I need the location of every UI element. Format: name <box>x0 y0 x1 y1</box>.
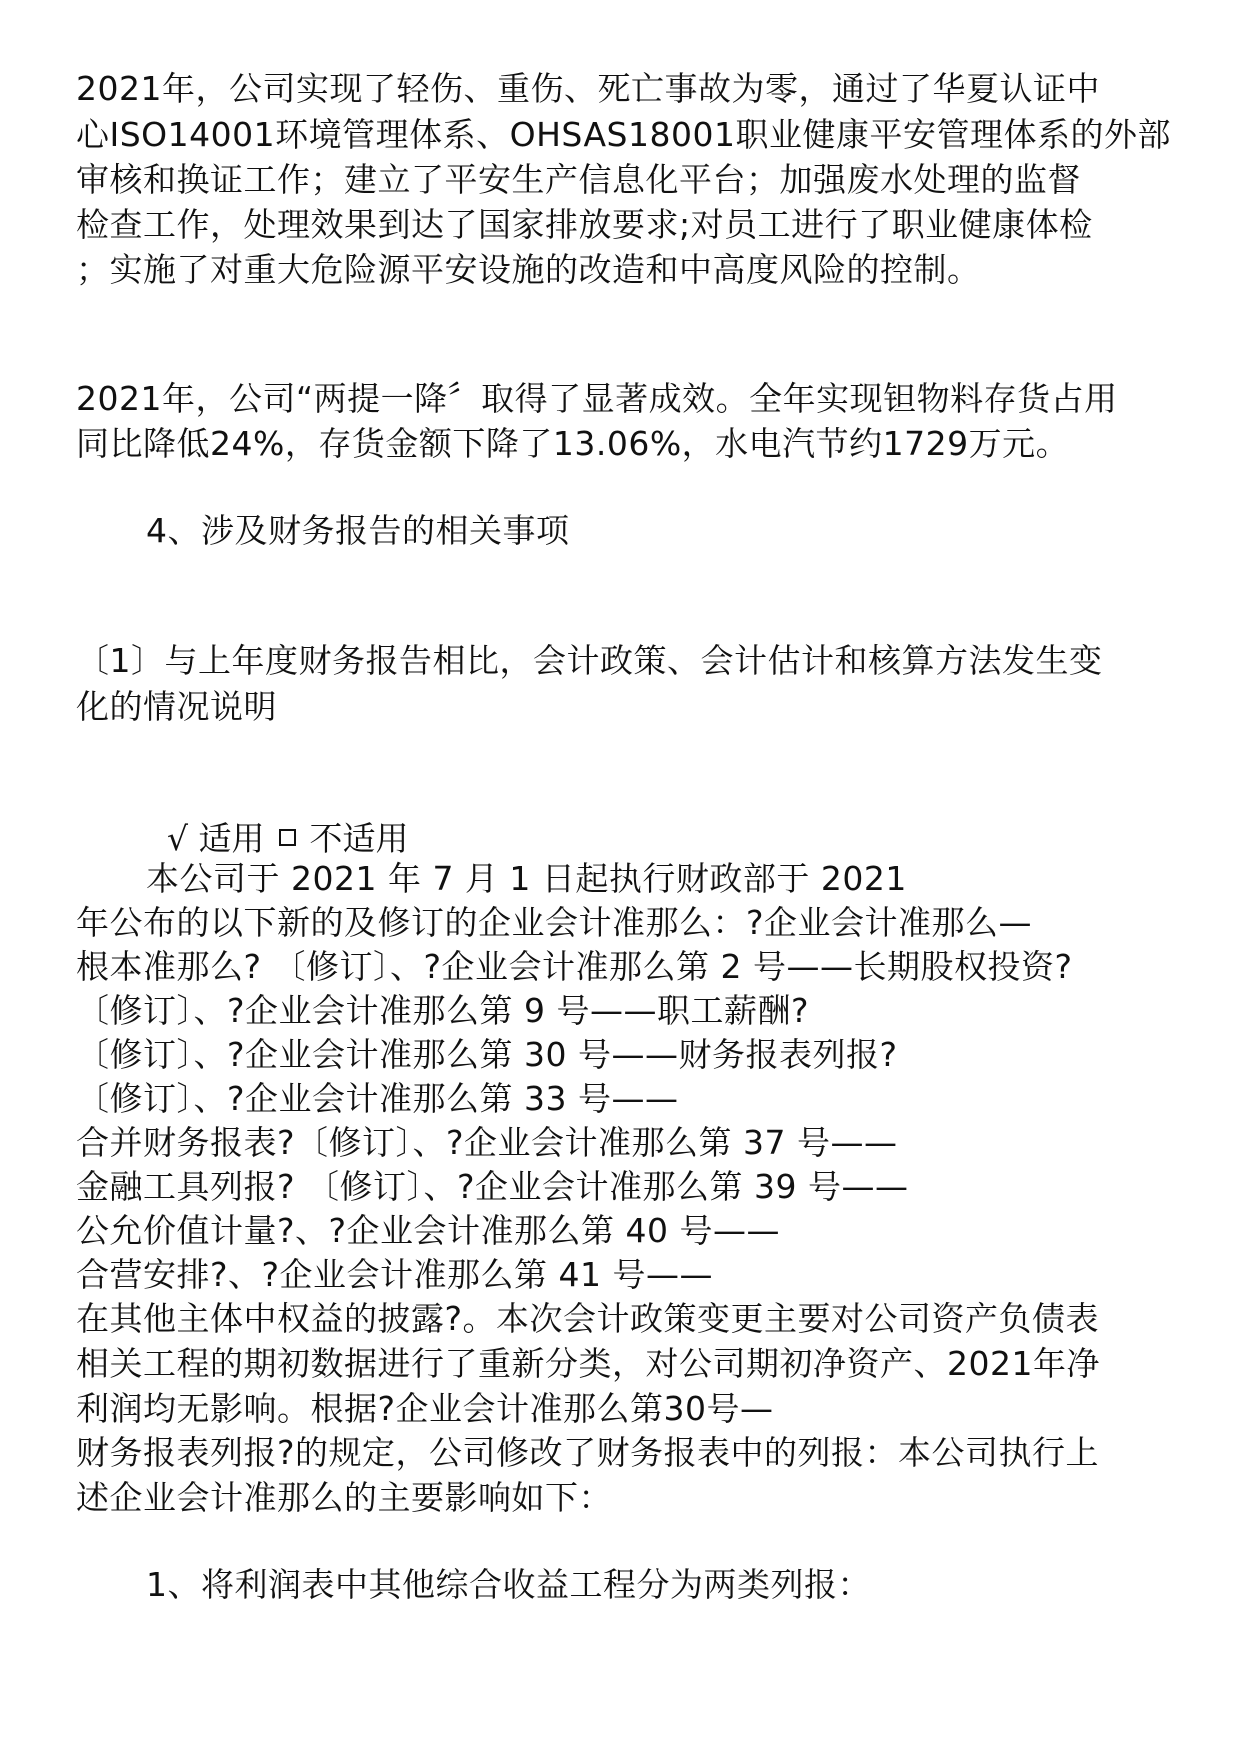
text-line: 在其他主体中权益的披露?。本次会计政策变更主要对公司资产负债表 <box>76 1299 1100 1338</box>
text-line: 利润均无影响。根据?企业会计准那么第30号— <box>76 1389 774 1428</box>
text-line: 公允价值计量?、?企业会计准那么第 40 号—— <box>76 1211 781 1250</box>
text-line: 2021年，公司实现了轻伤、重伤、死亡事故为零，通过了华夏认证中 <box>76 69 1100 108</box>
text-line: 述企业会计准那么的主要影响如下： <box>76 1478 612 1517</box>
text-line: 检查工作，处理效果到达了国家排放要求;对员工进行了职业健康体检 <box>76 205 1093 244</box>
empty-checkbox-icon <box>279 829 296 846</box>
not-applicable-option: 不适用 <box>309 819 409 858</box>
text-line: 根本准那么? 〔修订〕、?企业会计准那么第 2 号——长期股权投资? <box>76 947 1073 986</box>
text-line: 〔修订〕、?企业会计准那么第 33 号—— <box>76 1079 679 1118</box>
text-line: 2021年，公司“两提一降〞取得了显著成效。全年实现钽物料存货占用 <box>76 379 1118 418</box>
text-line: 财务报表列报?的规定，公司修改了财务报表中的列报：本公司执行上 <box>76 1433 1100 1472</box>
text-line: 合营安排?、?企业会计准那么第 41 号—— <box>76 1255 714 1294</box>
text-line: 同比降低24%，存货金额下降了13.06%，水电汽节约1729万元。 <box>76 424 1070 463</box>
text-line: 〔修订〕、?企业会计准那么第 9 号——职工薪酬? <box>76 991 810 1030</box>
section-heading: 4、涉及财务报告的相关事项 <box>146 511 570 550</box>
text-line: 合并财务报表?〔修订〕、?企业会计准那么第 37 号—— <box>76 1123 898 1162</box>
text-line: 金融工具列报? 〔修订〕、?企业会计准那么第 39 号—— <box>76 1167 909 1206</box>
text-line: 年公布的以下新的及修订的企业会计准那么：?企业会计准那么— <box>76 903 1033 942</box>
text-line: 审核和换证工作；建立了平安生产信息化平台；加强废水处理的监督 <box>76 160 1081 199</box>
applicability-row <box>146 770 409 862</box>
text-line: 〔修订〕、?企业会计准那么第 30 号——财务报表列报? <box>76 1035 898 1074</box>
text-line: 化的情况说明 <box>76 687 277 726</box>
applicable-option: √ 适用 <box>166 819 265 858</box>
text-line: 〔1〕与上年度财务报告相比，会计政策、会计估计和核算方法发生变 <box>76 641 1103 680</box>
text-line: ；实施了对重大危险源平安设施的改造和中高度风险的控制。 <box>76 250 981 289</box>
list-item-1: 1、将利润表中其他综合收益工程分为两类列报： <box>146 1565 871 1604</box>
text-line: 本公司于 2021 年 7 月 1 日起执行财政部于 2021 <box>146 859 907 898</box>
text-line: 心ISO14001环境管理体系、OHSAS18001职业健康平安管理体系的外部 <box>76 115 1171 154</box>
text-line: 相关工程的期初数据进行了重新分类，对公司期初净资产、2021年净 <box>76 1344 1100 1383</box>
